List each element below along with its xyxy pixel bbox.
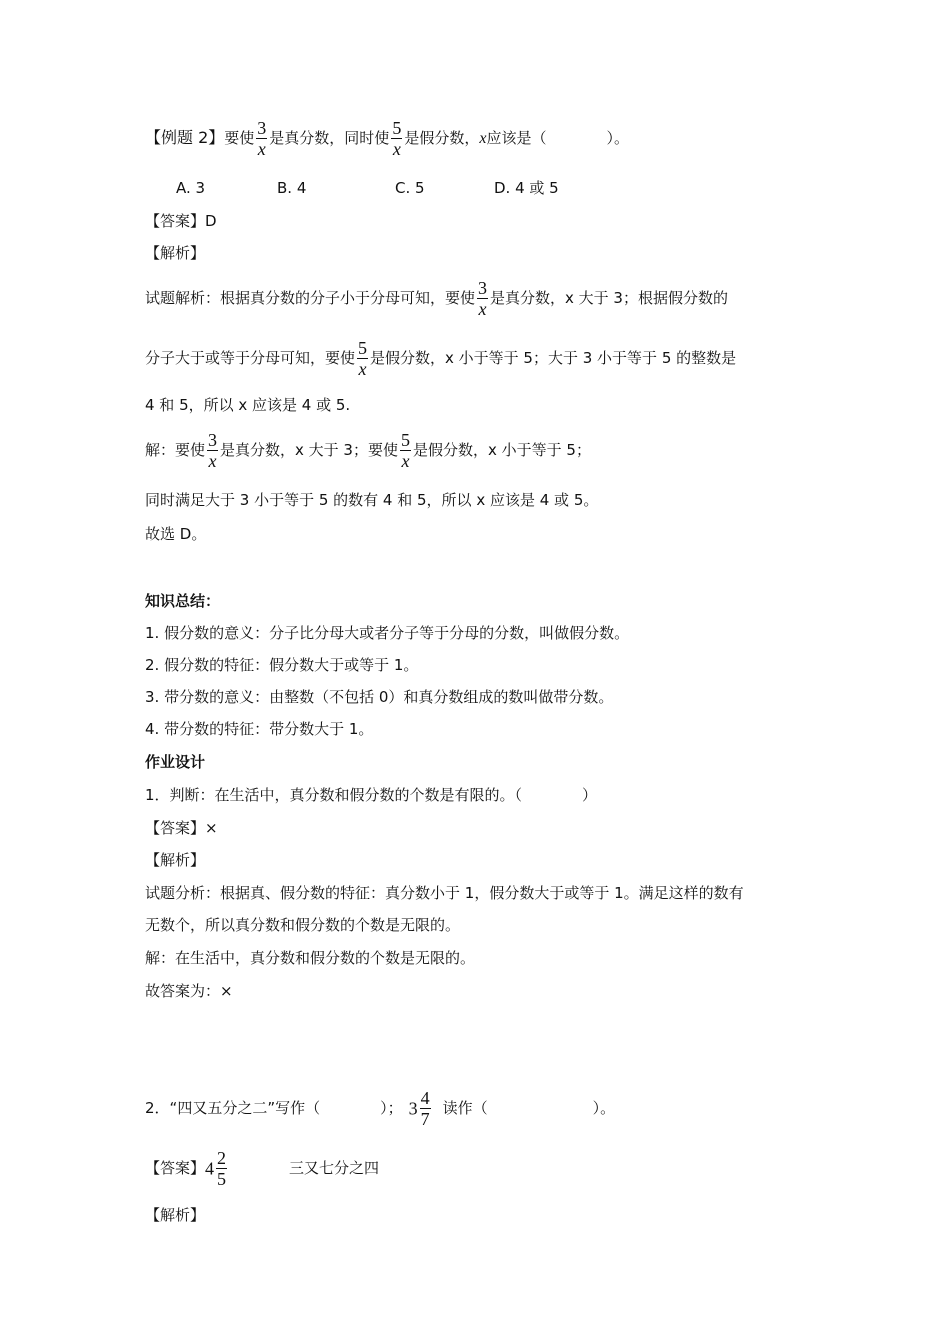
denominator: x xyxy=(478,299,487,319)
numerator: 5 xyxy=(392,118,402,138)
fraction-3-over-x xyxy=(207,430,218,471)
example-label: 【例题 2】 xyxy=(145,128,225,147)
mixed-fraction xyxy=(420,1088,431,1129)
numerator: 5 xyxy=(400,430,410,450)
analysis-text: 是假分数，x 小于等于 5；大于 3 小于等于 5 的整数是 xyxy=(370,349,737,367)
summary-item: 1. 假分数的意义：分子比分母大或者分子等于分母的分数，叫做假分数。 xyxy=(145,624,630,642)
mixed-number-4-2-5 xyxy=(205,1148,229,1189)
summary-item: 3. 带分数的意义：由整数（不包括 0）和真分数组成的数叫做带分数。 xyxy=(145,688,614,706)
solution-line-3: 故选 D。 xyxy=(145,525,207,543)
homework-question-2 xyxy=(145,1088,615,1129)
q1-analysis-line-1: 试题分析：根据真、假分数的特征：真分数小于 1，假分数大于或等于 1。满足这样的数有 xyxy=(145,884,744,902)
option-b: B. 4 xyxy=(277,179,307,197)
homework-title: 作业设计 xyxy=(145,753,206,771)
numerator: 3 xyxy=(257,118,267,138)
denominator: x xyxy=(358,359,367,379)
numerator: 5 xyxy=(358,338,368,358)
denominator: x xyxy=(401,451,410,471)
example2-question xyxy=(145,118,629,159)
denominator: x xyxy=(257,139,266,159)
denominator: x xyxy=(208,451,217,471)
fraction-3-over-x xyxy=(477,278,488,319)
q2-analysis-label: 【解析】 xyxy=(145,1206,206,1224)
solution-text: 是假分数，x 小于等于 5； xyxy=(412,441,591,459)
solution-line-2: 同时满足大于 3 小于等于 5 的数有 4 和 5，所以 x 应该是 4 或 5。 xyxy=(145,491,599,509)
denominator: 5 xyxy=(217,1169,227,1189)
q1-answer: 【答案】× xyxy=(145,819,218,837)
q2-answer-row xyxy=(145,1148,379,1189)
fraction-5-over-x xyxy=(400,430,411,471)
analysis-text: 分子大于或等于分母可知，要使 xyxy=(145,349,356,367)
fraction-5-over-x xyxy=(357,338,368,379)
question-text: 2．“四又五分之二”写作（ ）； xyxy=(145,1099,403,1117)
solution-line-1 xyxy=(145,430,591,471)
solution-text: 解：要使 xyxy=(145,441,206,459)
summary-item: 4. 带分数的特征：带分数大于 1。 xyxy=(145,720,374,738)
homework-question-1: 1．判断：在生活中，真分数和假分数的个数是有限的。（ ） xyxy=(145,786,598,804)
numerator: 2 xyxy=(217,1148,227,1168)
q1-analysis-label: 【解析】 xyxy=(145,851,206,869)
summary-item: 2. 假分数的特征：假分数大于或等于 1。 xyxy=(145,656,419,674)
q1-solution: 解：在生活中，真分数和假分数的个数是无限的。 xyxy=(145,949,476,967)
analysis-text: 试题解析：根据真分数的分子小于分母可知，要使 xyxy=(145,289,476,307)
mixed-number-3-4-7 xyxy=(408,1088,433,1129)
question-text: 要使 xyxy=(224,129,255,147)
analysis-line-2 xyxy=(145,338,736,379)
q1-analysis-line-2: 无数个，所以真分数和假分数的个数是无限的。 xyxy=(145,916,461,934)
fraction-3-over-x xyxy=(256,118,267,159)
analysis-line-3: 4 和 5，所以 x 应该是 4 或 5. xyxy=(145,396,351,414)
denominator: 7 xyxy=(420,1109,430,1129)
numerator: 3 xyxy=(208,430,218,450)
answer-label: 【答案】 xyxy=(145,1159,206,1177)
option-d: D. 4 或 5 xyxy=(494,179,559,197)
analysis-text: 是真分数，x 大于 3；根据假分数的 xyxy=(490,289,728,307)
numerator: 3 xyxy=(478,278,488,298)
option-c: C. 5 xyxy=(395,179,425,197)
solution-text: 是真分数，x 大于 3；要使 xyxy=(220,441,398,459)
question-text: 读作（ ）。 xyxy=(442,1099,616,1117)
question-text: 是假分数， xyxy=(404,129,480,147)
fraction-5-over-x xyxy=(391,118,402,159)
mixed-whole: 4 xyxy=(205,1158,215,1179)
question-text: 是真分数，同时使 xyxy=(269,129,390,147)
answer: 【答案】D xyxy=(145,212,217,230)
analysis-line-1 xyxy=(145,278,728,319)
answer-text: 三又七分之四 xyxy=(289,1159,380,1177)
mixed-fraction xyxy=(216,1148,227,1189)
analysis-label: 【解析】 xyxy=(145,244,206,262)
variable-x: x xyxy=(479,130,487,147)
denominator: x xyxy=(392,139,401,159)
question-text: 应该是（ ）。 xyxy=(486,129,629,147)
summary-title: 知识总结： xyxy=(145,592,221,610)
numerator: 4 xyxy=(420,1088,430,1108)
mixed-whole: 3 xyxy=(408,1098,418,1119)
q1-final: 故答案为：× xyxy=(145,982,233,1000)
option-a: A. 3 xyxy=(176,179,206,197)
